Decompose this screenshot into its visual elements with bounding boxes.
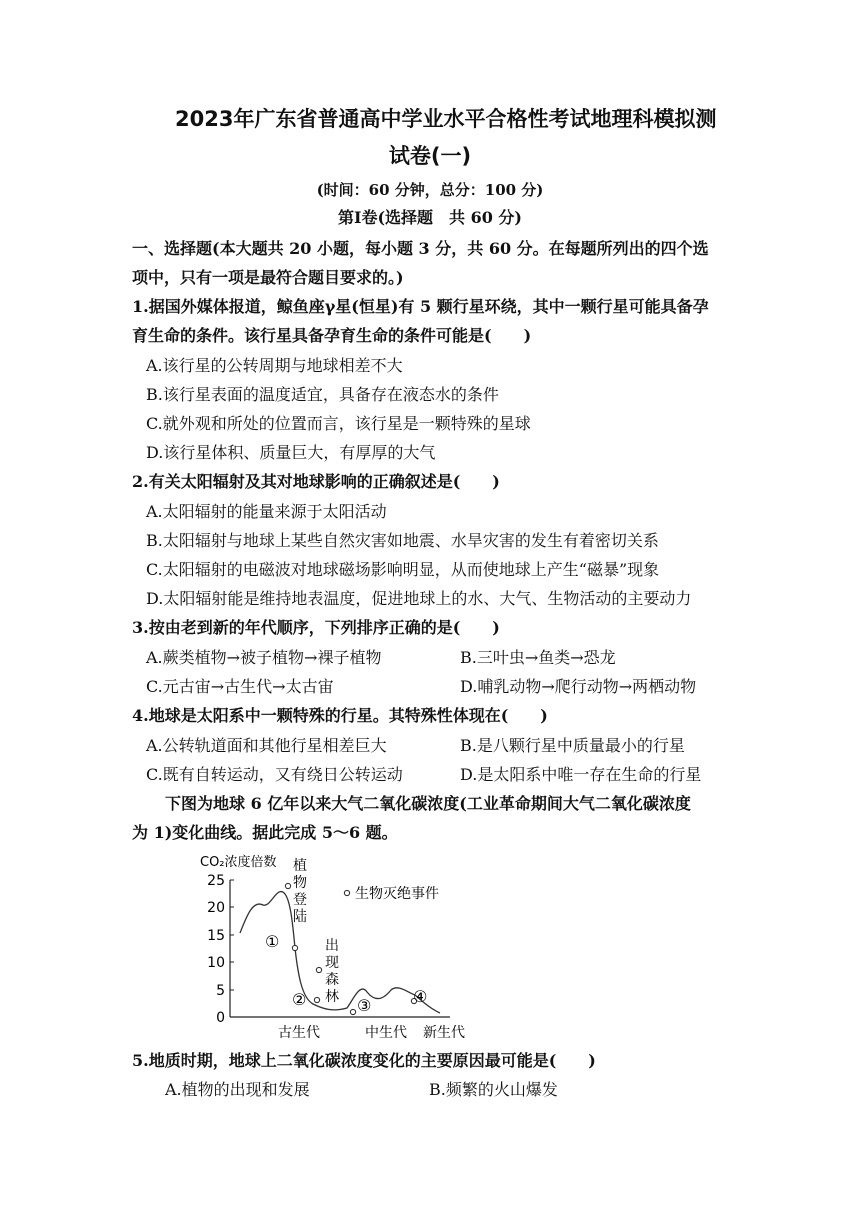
- question-4-stem: 4.地球是太阳系中一颗特殊的行星。其特殊性体现在( ): [132, 706, 548, 725]
- annotation-plant-landing: 物: [293, 875, 307, 891]
- section-heading-line2: 项中，只有一项是最符合题目要求的。): [132, 268, 404, 287]
- question-1-stem-line1: 1.据国外媒体报道，鲸鱼座γ星(恒星)有 5 颗行星环绕，其中一颗行星可能具备孕: [132, 297, 709, 316]
- question-2-option-a: A.太阳辐射的能量来源于太阳活动: [146, 502, 387, 521]
- question-2-stem: 2.有关太阳辐射及其对地球影响的正确叙述是( ): [132, 472, 500, 491]
- question-3-stem: 3.按由老到新的年代顺序，下列排序正确的是( ): [132, 618, 500, 637]
- marker-2: ②: [292, 990, 307, 1009]
- x-tick-label: 新生代: [423, 1025, 465, 1041]
- y-axis-label: CO₂浓度倍数: [200, 855, 277, 870]
- question-3-option-d: D.哺乳动物→爬行动物→两栖动物: [460, 677, 697, 696]
- figure-intro-line2: 为 1)变化曲线。据此完成 5～6 题。: [132, 823, 398, 842]
- y-tick-label: 0: [216, 1010, 225, 1026]
- marker-1: ①: [265, 932, 280, 951]
- annotation-forest: 林: [325, 989, 339, 1005]
- y-tick-label: 25: [207, 873, 225, 889]
- annotation-plant-landing: 植: [293, 858, 307, 874]
- question-2-option-b: B.太阳辐射与地球上某些自然灾害如地震、水旱灾害的发生有着密切关系: [146, 531, 659, 550]
- question-1-option-d: D.该行星体积、质量巨大，有厚厚的大气: [146, 443, 436, 462]
- section-heading-line1: 一、选择题(本大题共 20 小题，每小题 3 分，共 60 分。在每题所列出的四个选: [132, 239, 709, 258]
- question-4-option-b: B.是八颗行星中质量最小的行星: [460, 736, 685, 755]
- y-tick-label: 15: [207, 928, 225, 944]
- annotation-plant-landing: 陆: [293, 909, 307, 925]
- question-5-option-b: B.频繁的火山爆发: [429, 1080, 558, 1099]
- y-tick-label: 20: [207, 900, 225, 916]
- question-3-option-a: A.蕨类植物→被子植物→裸子植物: [146, 648, 382, 667]
- question-1-option-a: A.该行星的公转周期与地球相差不大: [146, 356, 403, 375]
- exam-title-line1: 2023年广东省普通高中学业水平合格性考试地理科模拟测: [175, 107, 717, 131]
- question-5-stem: 5.地质时期，地球上二氧化碳浓度变化的主要原因最可能是( ): [132, 1051, 596, 1070]
- annotation-forest: 森: [325, 972, 339, 988]
- annotation-plant-landing: 登: [293, 892, 307, 908]
- x-tick-label: 中生代: [365, 1025, 407, 1041]
- question-3-option-b: B.三叶虫→鱼类→恐龙: [460, 648, 616, 667]
- annotation-forest: 出: [325, 938, 339, 954]
- exam-meta: (时间：60 分钟，总分：100 分): [316, 181, 544, 199]
- exam-title-line2: 试卷(一): [388, 144, 472, 168]
- marker-3: ③: [357, 996, 372, 1015]
- question-5-option-a: A.植物的出现和发展: [165, 1080, 310, 1099]
- co2-curve: [240, 892, 440, 1013]
- annotation-forest: 现: [325, 955, 339, 971]
- marker-4: ④: [413, 987, 428, 1006]
- question-4-option-d: D.是太阳系中唯一存在生命的行星: [460, 765, 702, 784]
- y-tick-label: 10: [207, 955, 225, 971]
- legend-marker-icon: [344, 890, 349, 895]
- question-2-option-c: C.太阳辐射的电磁波对地球磁场影响明显，从而使地球上产生“磁暴”现象: [146, 560, 660, 579]
- y-tick-label: 5: [216, 983, 225, 999]
- question-1-option-c: C.就外观和所处的位置而言，该行星是一颗特殊的星球: [146, 414, 531, 433]
- question-1-stem-line2: 育生命的条件。该行星具备孕育生命的条件可能是( ): [132, 326, 532, 345]
- question-4-option-a: A.公转轨道面和其他行星相差巨大: [146, 736, 387, 755]
- question-1-option-b: B.该行星表面的温度适宜，具备存在液态水的条件: [146, 385, 499, 404]
- question-4-option-c: C.既有自转运动，又有绕日公转运动: [146, 765, 403, 784]
- legend-label: 生物灭绝事件: [355, 886, 439, 902]
- co2-concentration-figure: [195, 850, 485, 1042]
- part-heading: 第Ⅰ卷(选择题 共 60 分): [337, 208, 523, 227]
- question-2-option-d: D.太阳辐射能是维持地表温度，促进地球上的水、大气、生物活动的主要动力: [146, 589, 692, 608]
- x-tick-label: 古生代: [278, 1025, 320, 1041]
- figure-intro-line1: 下图为地球 6 亿年以来大气二氧化碳浓度(工业革命期间大气二氧化碳浓度: [165, 794, 691, 813]
- question-3-option-c: C.元古宙→古生代→太古宙: [146, 677, 334, 696]
